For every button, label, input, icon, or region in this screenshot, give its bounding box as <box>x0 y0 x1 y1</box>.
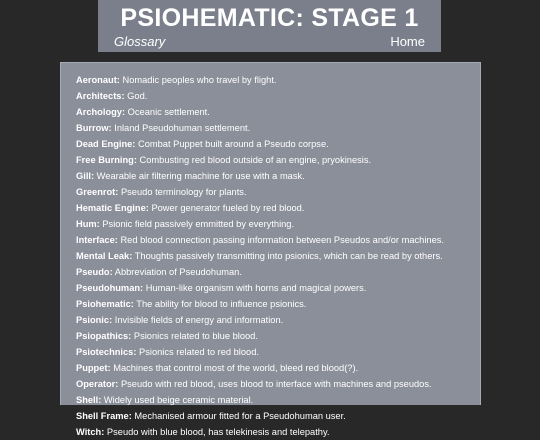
glossary-entry <box>76 200 480 216</box>
glossary-entry <box>76 312 480 328</box>
glossary-term: Psiotechnics: <box>76 347 137 357</box>
glossary-term: Witch: <box>76 427 105 437</box>
glossary-entry <box>76 344 480 360</box>
glossary-definition: Abbreviation of Pseudohuman. <box>114 267 242 277</box>
glossary-entry <box>76 424 480 440</box>
glossary-term: Burrow: <box>76 123 112 133</box>
glossary-entry <box>76 152 480 168</box>
glossary-entry <box>76 104 480 120</box>
glossary-definition: Pseudo with blue blood, has telekinesis and telepathy. <box>106 427 330 437</box>
glossary-definition: Widely used beige ceramic material. <box>103 395 254 405</box>
glossary-term: Interface: <box>76 235 118 245</box>
glossary-term: Mental Leak: <box>76 251 133 261</box>
glossary-entry <box>76 136 480 152</box>
glossary-definition: Red blood connection passing information between Pseudos and/or machines. <box>120 235 444 245</box>
glossary-entry <box>76 360 480 376</box>
glossary-entry <box>76 168 480 184</box>
glossary-entry <box>76 184 480 200</box>
glossary-definition: Thoughts passively transmitting into psionics, which can be read by others. <box>134 251 443 261</box>
glossary-entry <box>76 264 480 280</box>
glossary-definition: Psionics related to blue blood. <box>133 331 258 341</box>
glossary-entry <box>76 328 480 344</box>
glossary-entry <box>76 408 480 424</box>
glossary-definition: God. <box>127 91 148 101</box>
glossary-entry <box>76 296 480 312</box>
glossary-definition: Pseudo with red blood, uses blood to interface with machines and pseudos. <box>120 379 432 389</box>
glossary-definition: Nomadic peoples who travel by flight. <box>122 75 277 85</box>
nav-glossary-link[interactable]: Glossary <box>114 34 166 49</box>
glossary-term: Puppet: <box>76 363 111 373</box>
glossary-definition: Inland Pseudohuman settlement. <box>114 123 251 133</box>
glossary-entry <box>76 376 480 392</box>
nav-home-link[interactable]: Home <box>390 34 425 49</box>
glossary-term: Operator: <box>76 379 119 389</box>
glossary-entry <box>76 88 480 104</box>
glossary-term: Pseudohuman: <box>76 283 144 293</box>
glossary-term: Free Burning: <box>76 155 137 165</box>
glossary-definition: Oceanic settlement. <box>127 107 210 117</box>
glossary-entry <box>76 248 480 264</box>
glossary-definition: Psionic field passively emmitted by everything. <box>102 219 295 229</box>
glossary-term: Shell Frame: <box>76 411 132 421</box>
glossary-term: Shell: <box>76 395 102 405</box>
site-header <box>98 0 441 52</box>
glossary-entry <box>76 72 480 88</box>
glossary-term: Aeronaut: <box>76 75 120 85</box>
glossary-term: Pseudo: <box>76 267 113 277</box>
glossary-term: Psionic: <box>76 315 113 325</box>
glossary-term: Hum: <box>76 219 100 229</box>
glossary-entry <box>76 216 480 232</box>
glossary-definition: Combat Puppet built around a Pseudo corpse. <box>138 139 329 149</box>
glossary-definition: Pseudo terminology for plants. <box>120 187 247 197</box>
glossary-term: Greenrot: <box>76 187 119 197</box>
glossary-definition: Machines that control most of the world, bleed red blood(?). <box>113 363 359 373</box>
glossary-definition: The ability for blood to influence psionics. <box>136 299 307 309</box>
glossary-definition: Combusting red blood outside of an engine, pryokinesis. <box>139 155 372 165</box>
glossary-term: Psiopathics: <box>76 331 132 341</box>
glossary-term: Architects: <box>76 91 125 101</box>
glossary-definition: Psionics related to red blood. <box>139 347 259 357</box>
glossary-term: Dead Engine: <box>76 139 136 149</box>
glossary-term: Psiohematic: <box>76 299 134 309</box>
glossary-term: Hematic Engine: <box>76 203 149 213</box>
glossary-definition: Mechanised armour fitted for a Pseudohuman user. <box>134 411 346 421</box>
site-title: PSIOHEMATIC: STAGE 1 <box>120 4 419 32</box>
glossary-entry <box>76 120 480 136</box>
glossary-list <box>61 63 480 440</box>
glossary-definition: Wearable air filtering machine for use with a mask. <box>96 171 305 181</box>
glossary-entry <box>76 392 480 408</box>
glossary-term: Gill: <box>76 171 95 181</box>
glossary-panel <box>60 62 481 437</box>
glossary-entry <box>76 232 480 248</box>
glossary-entry <box>76 280 480 296</box>
glossary-definition: Human-like organism with horns and magical powers. <box>145 283 367 293</box>
glossary-definition: Power generator fueled by red blood. <box>151 203 305 213</box>
glossary-term: Archology: <box>76 107 126 117</box>
glossary-definition: Invisible fields of energy and information. <box>114 315 284 325</box>
